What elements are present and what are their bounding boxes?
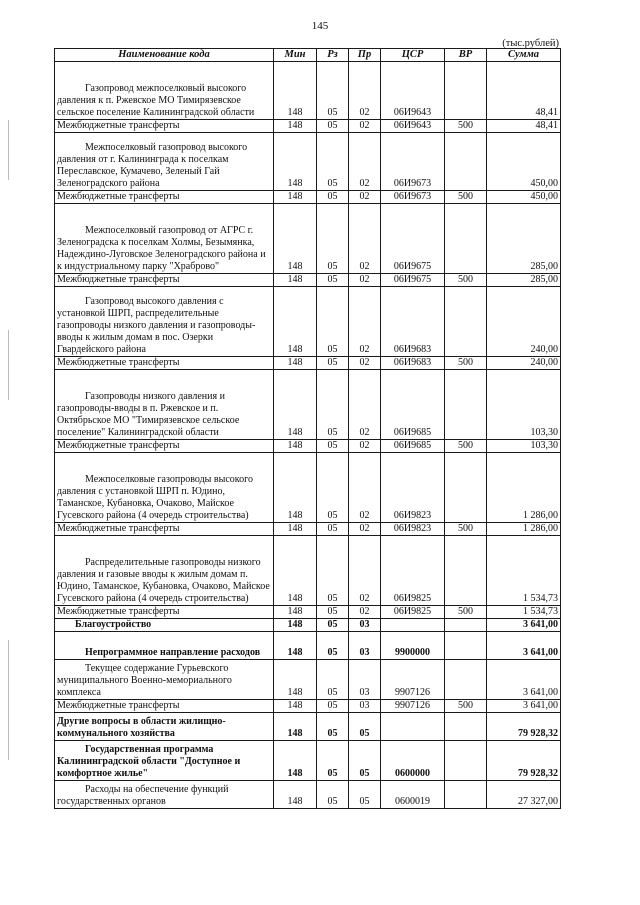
table-row [55, 536, 561, 606]
row-sum: 27 327,00 [487, 781, 561, 809]
row-min: 148 [274, 62, 317, 120]
row-rz: 05 [317, 357, 349, 370]
row-rz: 05 [317, 536, 349, 606]
row-rz: 05 [317, 120, 349, 133]
row-min: 148 [274, 440, 317, 453]
row-rz: 05 [317, 523, 349, 536]
row-sum: 285,00 [487, 274, 561, 287]
units-label: (тыс.рублей) [502, 38, 559, 49]
row-pr: 02 [349, 274, 381, 287]
row-pr: 02 [349, 440, 381, 453]
table-row [55, 606, 561, 619]
row-min: 148 [274, 357, 317, 370]
row-name: Межбюджетные трансферты [55, 606, 274, 619]
row-sum: 3 641,00 [487, 632, 561, 660]
row-sum: 240,00 [487, 357, 561, 370]
row-min: 148 [274, 781, 317, 809]
header-csr: ЦСР [381, 49, 445, 62]
row-name: Межбюджетные трансферты [55, 700, 274, 713]
row-vr: 500 [445, 357, 487, 370]
table-row [55, 660, 561, 700]
row-vr [445, 370, 487, 440]
row-min: 148 [274, 370, 317, 440]
row-sum: 103,30 [487, 440, 561, 453]
row-name: Газопровод высокого давления с установкой ШРП, распределительные газопроводы низкого давления и газопроводы-вводы к жилым домам в пос. Озерки Гвардейского района [55, 287, 274, 357]
row-pr: 02 [349, 536, 381, 606]
row-name: Межбюджетные трансферты [55, 191, 274, 204]
row-min: 148 [274, 660, 317, 700]
row-csr: 06И9675 [381, 204, 445, 274]
row-vr [445, 536, 487, 606]
row-name: Текущее содержание Гурьевского муниципального Военно-мемориального комплекса [55, 660, 274, 700]
row-rz: 05 [317, 632, 349, 660]
row-csr: 06И9683 [381, 357, 445, 370]
row-vr: 500 [445, 274, 487, 287]
row-name: Государственная программа Калининградской области "Доступное и комфортное жилье" [55, 741, 274, 781]
row-name: Межбюджетные трансферты [55, 357, 274, 370]
row-vr: 500 [445, 523, 487, 536]
header-rz: Рз [317, 49, 349, 62]
header-pr: Пр [349, 49, 381, 62]
table-row [55, 120, 561, 133]
row-sum: 450,00 [487, 133, 561, 191]
row-name: Межбюджетные трансферты [55, 440, 274, 453]
row-pr: 03 [349, 700, 381, 713]
row-min: 148 [274, 453, 317, 523]
scan-margin-mark [8, 120, 9, 180]
row-rz: 05 [317, 204, 349, 274]
row-name: Благоустройство [55, 619, 274, 632]
row-pr: 03 [349, 660, 381, 700]
row-vr [445, 741, 487, 781]
row-rz: 05 [317, 133, 349, 191]
row-pr: 05 [349, 713, 381, 741]
row-vr: 500 [445, 606, 487, 619]
row-name: Газопровод межпоселковый высокого давления к п. Ржевское МО Тимирязевское сельское поселение Калининградской области [55, 62, 274, 120]
row-sum: 79 928,32 [487, 741, 561, 781]
row-rz: 05 [317, 700, 349, 713]
row-pr: 03 [349, 632, 381, 660]
row-min: 148 [274, 274, 317, 287]
row-name: Межпоселковые газопроводы высокого давления с установкой ШРП п. Юдино, Таманское, Кубановка, Очаково, Майское Гусевского района (4 очередь строительства) [55, 453, 274, 523]
row-min: 148 [274, 191, 317, 204]
row-sum: 1 286,00 [487, 453, 561, 523]
table-row [55, 357, 561, 370]
row-sum: 1 534,73 [487, 606, 561, 619]
row-min: 148 [274, 204, 317, 274]
row-name: Межпоселковый газопровод от АГРС г. Зеленоградска к поселкам Холмы, Безымянка, Надеждино-Луговское Зеленоградского района и к индустриальному парку "Храброво" [55, 204, 274, 274]
table-row [55, 370, 561, 440]
row-vr [445, 287, 487, 357]
row-rz: 05 [317, 287, 349, 357]
row-pr: 02 [349, 606, 381, 619]
row-csr: 06И9675 [381, 274, 445, 287]
row-rz: 05 [317, 274, 349, 287]
row-min: 148 [274, 713, 317, 741]
row-sum: 285,00 [487, 204, 561, 274]
row-vr [445, 660, 487, 700]
row-pr: 02 [349, 523, 381, 536]
row-csr: 06И9685 [381, 440, 445, 453]
row-vr: 500 [445, 440, 487, 453]
row-csr: 06И9825 [381, 606, 445, 619]
row-name: Распределительные газопроводы низкого давления и газовые вводы к жилым домам п. Юдино, Таманское, Кубановка, Очаково, Майское Гусевского района (4 очередь строительства) [55, 536, 274, 606]
table-row [55, 440, 561, 453]
row-min: 148 [274, 606, 317, 619]
row-name: Непрограммное направление расходов [55, 632, 274, 660]
row-csr: 9907126 [381, 660, 445, 700]
row-sum: 1 286,00 [487, 523, 561, 536]
row-rz: 05 [317, 62, 349, 120]
scan-margin-mark [8, 330, 9, 400]
row-sum: 3 641,00 [487, 700, 561, 713]
table-row [55, 191, 561, 204]
row-rz: 05 [317, 741, 349, 781]
row-rz: 05 [317, 660, 349, 700]
row-rz: 05 [317, 619, 349, 632]
row-sum: 240,00 [487, 287, 561, 357]
table-row-section [55, 619, 561, 632]
row-vr [445, 619, 487, 632]
header-vr: ВР [445, 49, 487, 62]
table-row-section [55, 741, 561, 781]
row-csr: 9900000 [381, 632, 445, 660]
row-csr: 06И9823 [381, 523, 445, 536]
row-csr [381, 619, 445, 632]
row-sum: 103,30 [487, 370, 561, 440]
row-csr: 9907126 [381, 700, 445, 713]
row-pr: 02 [349, 357, 381, 370]
row-sum: 3 641,00 [487, 619, 561, 632]
row-min: 148 [274, 287, 317, 357]
row-csr: 06И9643 [381, 120, 445, 133]
row-vr: 500 [445, 191, 487, 204]
table-row [55, 204, 561, 274]
table-row [55, 133, 561, 191]
row-csr: 06И9643 [381, 62, 445, 120]
table-row-section [55, 632, 561, 660]
table-row [55, 523, 561, 536]
row-rz: 05 [317, 713, 349, 741]
scan-margin-mark [8, 640, 9, 760]
row-pr: 02 [349, 204, 381, 274]
row-csr: 06И9683 [381, 287, 445, 357]
row-csr: 06И9673 [381, 133, 445, 191]
table-row-section [55, 713, 561, 741]
row-min: 148 [274, 700, 317, 713]
budget-table [54, 48, 561, 809]
row-pr: 02 [349, 287, 381, 357]
table-row [55, 287, 561, 357]
row-pr: 05 [349, 741, 381, 781]
header-sum: Сумма [487, 49, 561, 62]
row-pr: 02 [349, 453, 381, 523]
row-min: 148 [274, 523, 317, 536]
table-row [55, 453, 561, 523]
row-name: Расходы на обеспечение функций государственных органов [55, 781, 274, 809]
row-rz: 05 [317, 781, 349, 809]
row-min: 148 [274, 741, 317, 781]
header-name: Наименование кода [55, 49, 274, 62]
row-name: Газопроводы низкого давления и газопроводы-вводы в п. Ржевское и п. Октябрьское МО "Тимирязевское сельское поселение" Калининградской области [55, 370, 274, 440]
row-csr: 06И9685 [381, 370, 445, 440]
row-csr: 06И9825 [381, 536, 445, 606]
row-vr [445, 204, 487, 274]
table-row [55, 62, 561, 120]
row-vr [445, 713, 487, 741]
row-rz: 05 [317, 606, 349, 619]
row-pr: 03 [349, 619, 381, 632]
row-min: 148 [274, 619, 317, 632]
row-sum: 450,00 [487, 191, 561, 204]
row-rz: 05 [317, 440, 349, 453]
row-vr [445, 781, 487, 809]
row-name: Другие вопросы в области жилищно-коммунального хозяйства [55, 713, 274, 741]
table-row [55, 700, 561, 713]
row-rz: 05 [317, 191, 349, 204]
row-min: 148 [274, 632, 317, 660]
row-name: Межбюджетные трансферты [55, 274, 274, 287]
page-number: 145 [311, 20, 329, 32]
row-sum: 79 928,32 [487, 713, 561, 741]
row-pr: 02 [349, 370, 381, 440]
row-csr: 06И9673 [381, 191, 445, 204]
row-pr: 02 [349, 133, 381, 191]
row-sum: 1 534,73 [487, 536, 561, 606]
row-csr: 06И9823 [381, 453, 445, 523]
row-rz: 05 [317, 370, 349, 440]
row-vr [445, 62, 487, 120]
row-sum: 3 641,00 [487, 660, 561, 700]
row-csr [381, 713, 445, 741]
row-pr: 02 [349, 120, 381, 133]
row-min: 148 [274, 133, 317, 191]
row-csr: 0600019 [381, 781, 445, 809]
row-vr: 500 [445, 700, 487, 713]
row-pr: 05 [349, 781, 381, 809]
row-rz: 05 [317, 453, 349, 523]
table-row [55, 781, 561, 809]
row-sum: 48,41 [487, 120, 561, 133]
row-name: Межпоселковый газопровод высокого давления от г. Калининграда к поселкам Переславское, Кумачево, Зеленый Гай Зеленоградского района [55, 133, 274, 191]
row-vr: 500 [445, 120, 487, 133]
row-sum: 48,41 [487, 62, 561, 120]
header-min: Мин [274, 49, 317, 62]
row-vr [445, 133, 487, 191]
row-min: 148 [274, 536, 317, 606]
row-pr: 02 [349, 62, 381, 120]
row-pr: 02 [349, 191, 381, 204]
row-csr: 0600000 [381, 741, 445, 781]
table-header-row [55, 49, 561, 62]
row-min: 148 [274, 120, 317, 133]
row-name: Межбюджетные трансферты [55, 523, 274, 536]
row-name: Межбюджетные трансферты [55, 120, 274, 133]
row-vr [445, 453, 487, 523]
table-row [55, 274, 561, 287]
row-vr [445, 632, 487, 660]
